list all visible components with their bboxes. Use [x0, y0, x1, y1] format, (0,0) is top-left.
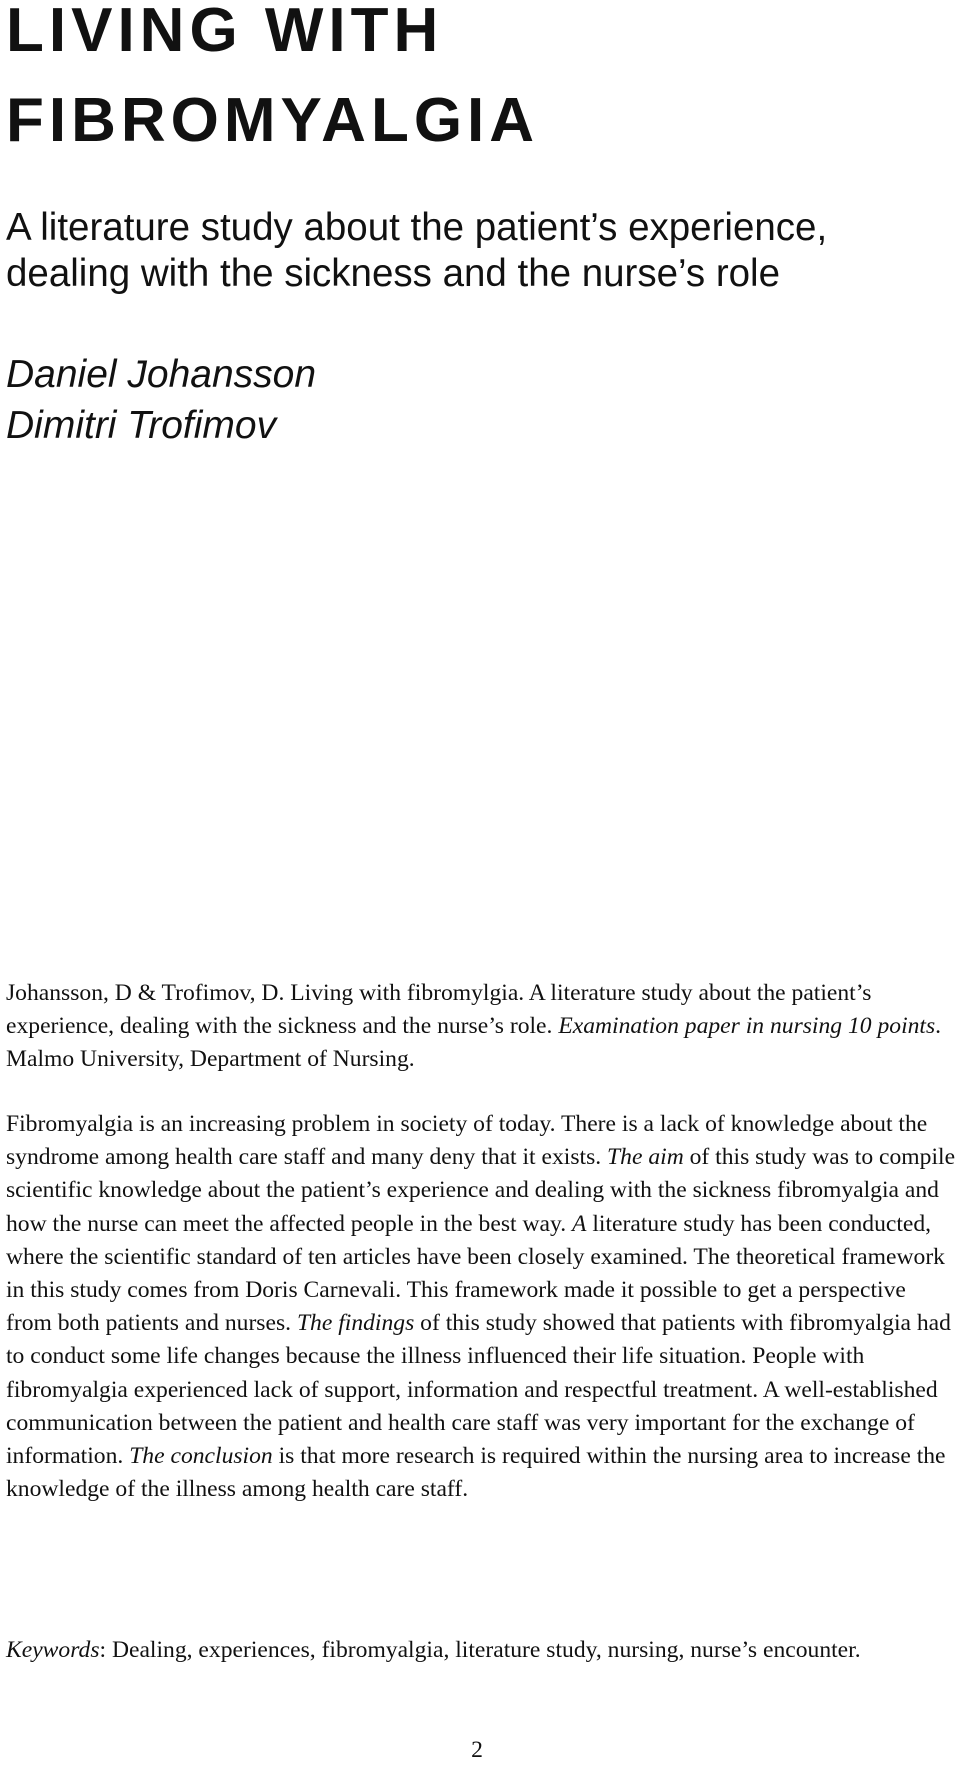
- keywords-label: Keywords: [6, 1637, 100, 1663]
- abstract-text: is that more research is required within the nursing area to increase the knowledge of the illness among health care staff.: [6, 1443, 946, 1503]
- citation-italic-text: Examination paper in nursing 10 points: [558, 1013, 936, 1040]
- abstract-method-label: A: [572, 1210, 587, 1237]
- document-subtitle: A literature study about the patient’s experience, dealing with the sickness and the nurse’s role: [6, 206, 828, 295]
- abstract-aim-label: The aim: [607, 1144, 684, 1171]
- abstract-text: Fibromyalgia is an increasing problem in society of today. There is a lack of knowledge about the syndrome among health care staff and many deny that it exists.: [6, 1111, 928, 1171]
- abstract-conclusion-label: The conclusion: [129, 1443, 273, 1470]
- citation-text: Johansson, D & Trofimov, D. Living with fibromylgia. A literature study about the patient’s experience, dealing with the sickness and the nurse’s role.: [6, 980, 872, 1040]
- page-number: 2: [471, 1737, 483, 1763]
- abstract-text: of this study showed that patients with fibromyalgia had to conduct some life changes because the illness influenced their life situation. People with fibromyalgia experienced lack of support, information and respectful treatment. A well-established communication between the patient and health care staff was very important for the exchange of information.: [6, 1310, 951, 1470]
- author-name: Daniel Johansson: [6, 353, 317, 396]
- abstract-paragraph: [6, 1108, 956, 1506]
- abstract-text: of this study was to compile scientific knowledge about the patient’s experience and dealing with the sickness fibromyalgia and how the nurse can meet the affected people in the best way.: [6, 1144, 956, 1237]
- document-title-line-2: FIBROMYALGIA: [6, 86, 540, 155]
- citation-text-end: . Malmo University, Department of Nursing.: [6, 1013, 942, 1073]
- document-title: [6, 0, 539, 166]
- abstract-findings-label: The findings: [296, 1310, 415, 1337]
- keywords-paragraph: [6, 1634, 956, 1667]
- author-name: Dimitri Trofimov: [6, 404, 277, 447]
- author-list: [6, 349, 316, 451]
- abstract-text: literature study has been conducted, where the scientific standard of ten articles have been closely examined. The theoretical framework in this study comes from Doris Carnevali. This framework made it possible to get a perspective from both patients and nurses.: [6, 1210, 945, 1337]
- document-title-line-1: LIVING WITH: [6, 0, 444, 65]
- keywords-text: : Dealing, experiences, fibromyalgia, literature study, nursing, nurse’s encounter.: [99, 1637, 861, 1663]
- citation-paragraph: [6, 977, 956, 1077]
